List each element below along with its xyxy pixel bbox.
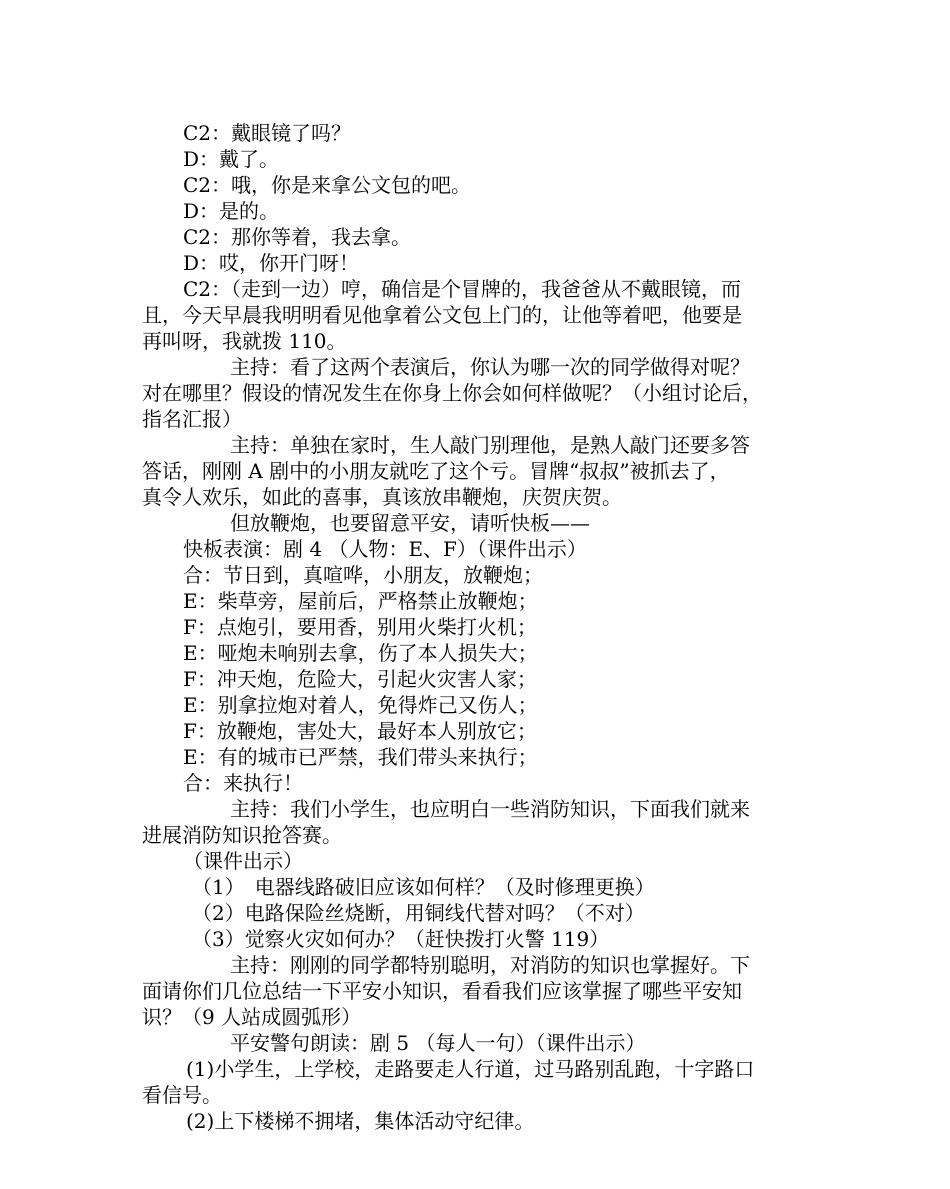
text-line: 答话，刚刚 A 剧中的小朋友就吃了这个亏。冒牌“叔叔”被抓去了， [142,459,730,483]
text-line: （1） 电器线路破旧应该如何样？（及时修理更换） [192,875,655,899]
text-line: （课件出示） [183,849,303,873]
text-line: （3）觉察火灾如何办？（赶快拨打火警 119） [192,927,610,951]
text-line: 主持：我们小学生，也应明白一些消防知识，下面我们就来 [230,797,750,821]
text-line: 主持：刚刚的同学都特别聪明，对消防的知识也掌握好。下 [230,953,750,977]
text-line: 且，今天早晨我明明看见他拿着公文包上门的，让他等着吧，他要是 [142,303,742,327]
text-line: F：冲天炮，危险大，引起火灾害人家； [183,667,537,691]
text-line: 再叫呀，我就拨 110。 [142,329,347,353]
text-line: （2）电路保险丝烧断，用铜线代替对吗？（不对） [192,901,645,925]
text-line: 快板表演：剧 4 （人物：E、F）（课件出示） [183,537,587,561]
text-line: 主持：单独在家时，生人敲门别理他，是熟人敲门还要多答 [230,433,750,457]
text-line: (1)小学生，上学校，走路要走人行道，过马路别乱跑，十字路口 [186,1057,755,1081]
text-line: C2：（走到一边）哼，确信是个冒牌的，我爸爸从不戴眼镜，而 [183,277,742,301]
text-line: 但放鞭炮，也要留意平安，请听快板—— [230,511,590,535]
text-line: E：哑炮未响别去拿，伤了本人损失大； [183,641,538,665]
text-line: F：点炮引，要用香，别用火柴打火机； [183,615,537,639]
text-line: 合：来执行！ [183,771,303,795]
text-line: 对在哪里？假设的情况发生在你身上你会如何样做呢？（小组讨论后， [142,381,762,405]
text-line: D：哎，你开门呀！ [183,251,360,275]
text-line: E：有的城市已严禁，我们带头来执行； [183,745,538,769]
text-line: D：戴了。 [183,147,280,171]
text-line: 平安警句朗读：剧 5 （每人一句）（课件出示） [230,1031,646,1055]
text-line: 面请你们几位总结一下平安小知识，看看我们应该掌握了哪些平安知 [142,979,742,1003]
text-line: E：别拿拉炮对着人，免得炸己又伤人； [183,693,538,717]
text-line: 进展消防知识抢答赛。 [142,823,342,847]
text-line: C2：哦，你是来拿公文包的吧。 [183,173,472,197]
text-line: C2：戴眼镜了吗？ [183,121,352,145]
text-line: F：放鞭炮，害处大，最好本人别放它； [183,719,537,743]
text-line: 真令人欢乐，如此的喜事，真该放串鞭炮，庆贺庆贺。 [142,485,622,509]
text-line: 合：节日到，真喧哗，小朋友，放鞭炮； [183,563,543,587]
text-line: 指名汇报） [142,407,242,431]
text-line: 看信号。 [142,1083,222,1107]
text-line: (2)上下楼梯不拥堵，集体活动守纪律。 [186,1109,535,1133]
text-line: D：是的。 [183,199,280,223]
text-line: C2：那你等着，我去拿。 [183,225,412,249]
text-line: 识？（9 人站成圆弧形） [142,1005,362,1029]
text-line: 主持：看了这两个表演后，你认为哪一次的同学做得对呢？ [230,355,750,379]
text-line: E：柴草旁，屋前后，严格禁止放鞭炮； [183,589,538,613]
